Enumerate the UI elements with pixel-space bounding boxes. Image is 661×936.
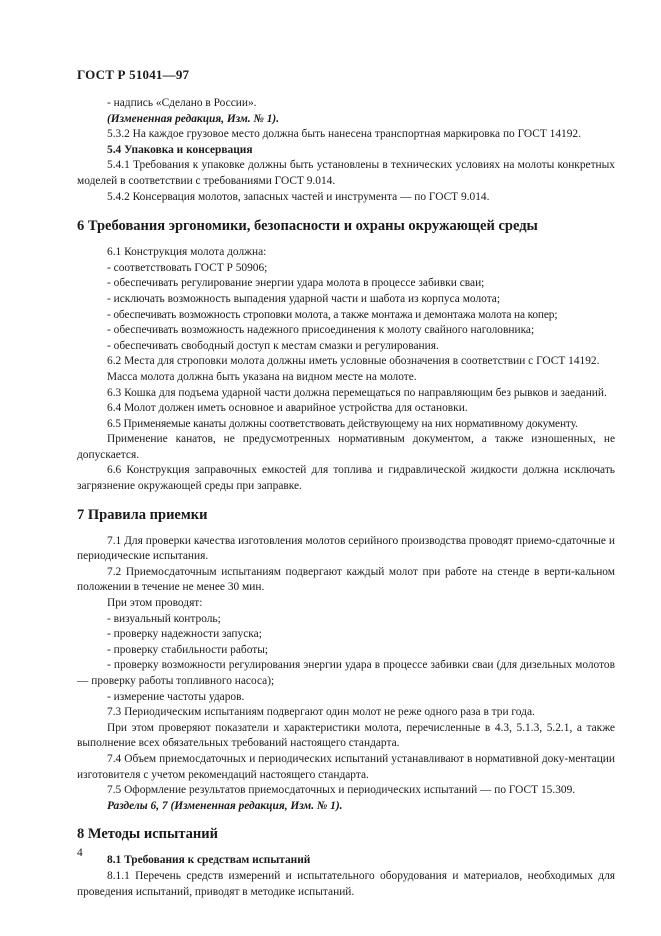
list-item: - измерение частоты ударов. — [107, 690, 245, 703]
list-item: - проверку надежности запуска; — [107, 628, 262, 641]
paragraph-7-3: 7.3 Периодическим испытаниям подвергают один молот не реже одного раза в три года. — [107, 706, 535, 719]
subsection-heading-8-1: 8.1 Требования к средствам испытаний — [107, 854, 311, 867]
list-item: - проверку стабильности работы; — [107, 643, 269, 656]
paragraph-5-4-1: 5.4.1 Требования к упаковке должны быть установлены в технических условиях на молоты конкретных моделей в соответствии с требованиями ГОСТ 9.014. — [77, 159, 615, 187]
paragraph-7-2-intro: При этом проводят: — [107, 597, 203, 610]
paragraph-7-4: 7.4 Объем приемосдаточных и периодических испытаний устанавливают в нормативной доку-ментации изготовителя с учетом рекомендаций настоящего стандарта. — [77, 752, 615, 781]
paragraph-7-5: 7.5 Оформление результатов приемосдаточных и периодических испытаний — по ГОСТ 15.309. — [107, 784, 576, 797]
list-item: - визуальный контроль; — [107, 612, 221, 625]
paragraph-6-4: 6.4 Молот должен иметь основное и аварийное устройства для остановки. — [107, 402, 468, 415]
list-item: - исключать возможность выпадения ударной части и шабота из корпуса молота; — [107, 292, 501, 305]
list-item: - обеспечивать регулирование энергии удара молота в процессе забивки сваи; — [107, 277, 485, 290]
paragraph-6-3: 6.3 Кошка для подъема ударной части должна перемещаться по направляющим без рывков и заеданий. — [107, 386, 607, 399]
paragraph-8-1-1: 8.1.1 Перечень средств измерений и испытательного оборудования и материалов, необходимых для проведения испытаний, приводят в методике испытаний. — [77, 869, 615, 898]
paragraph-6-5-ropes: Применение канатов, не предусмотренных нормативным документом, а также изношенных, не допускается. — [77, 433, 615, 461]
list-item: - проверку возможности регулирования энергии удара в процессе забивки сваи (для дизельных молотов — проверку работы топливного насоса); — [77, 659, 615, 687]
section-heading-7: 7 Правила приемки — [77, 506, 208, 523]
subsection-heading-5-4: 5.4 Упаковка и консервация — [107, 143, 253, 156]
paragraph-5-4-2: 5.4.2 Консервация молотов, запасных частей и инструмента — по ГОСТ 9.014. — [107, 190, 490, 203]
section-heading-8: 8 Методы испытаний — [77, 826, 218, 843]
paragraph-6-2-mass: Масса молота должна быть указана на видном месте на молоте. — [107, 370, 417, 383]
document-header: ГОСТ Р 51041—97 — [77, 67, 190, 82]
paragraph-6-2: 6.2 Места для строповки молота должны иметь условные обозначения в соответствии с ГОСТ 14192. — [107, 355, 600, 368]
paragraph-6-6: 6.6 Конструкция заправочных емкостей для топлива и гидравлической жидкости должна исключать загрязнение окружающей среды при заправке. — [77, 464, 615, 493]
paragraph-7-3-details: При этом проверяют показатели и характеристики молота, перечисленные в 4.3, 5.1.3, 5.2.1, а также выполнение всех обязательных требований настоящего стандарта. — [77, 721, 615, 750]
list-item: - обеспечивать возможность надежного присоединения к молоту свайного наголовника; — [107, 324, 535, 337]
paragraph-7-2: 7.2 Приемосдаточным испытаниям подвергают каждый молот при работе на стенде в верти-кальном положении в течение не менее 30 мин. — [77, 565, 615, 594]
paragraph-7-1: 7.1 Для проверки качества изготовления молотов серийного производства проводят приемо-сдаточные и периодические испытания. — [77, 534, 615, 563]
document-body — [77, 96, 615, 900]
amendment-note-sections: Разделы 6, 7 (Измененная редакция, Изм. № 1). — [107, 799, 343, 812]
paragraph-5-3-2: 5.3.2 На каждое грузовое место должна быть нанесена транспортная маркировка по ГОСТ 14192. — [107, 128, 581, 141]
list-item: - обеспечивать свободный доступ к местам смазки и регулирования. — [107, 339, 439, 352]
list-item: - обеспечивать возможность строповки молота, а также монтажа и демонтажа молота на копер; — [107, 308, 558, 321]
paragraph-6-1: 6.1 Конструкция молота должна: — [107, 246, 267, 259]
section-heading-6: 6 Требования эргономики, безопасности и охраны окружающей среды — [77, 218, 538, 235]
amendment-note: (Измененная редакция, Изм. № 1). — [107, 112, 280, 125]
list-item: - надпись «Сделано в России». — [107, 97, 257, 109]
paragraph-6-5: 6.5 Применяемые канаты должны соответствовать действующему на них нормативному документу. — [107, 417, 578, 430]
list-item: - соответствовать ГОСТ Р 50906; — [107, 261, 268, 274]
page-number: 4 — [77, 847, 83, 859]
